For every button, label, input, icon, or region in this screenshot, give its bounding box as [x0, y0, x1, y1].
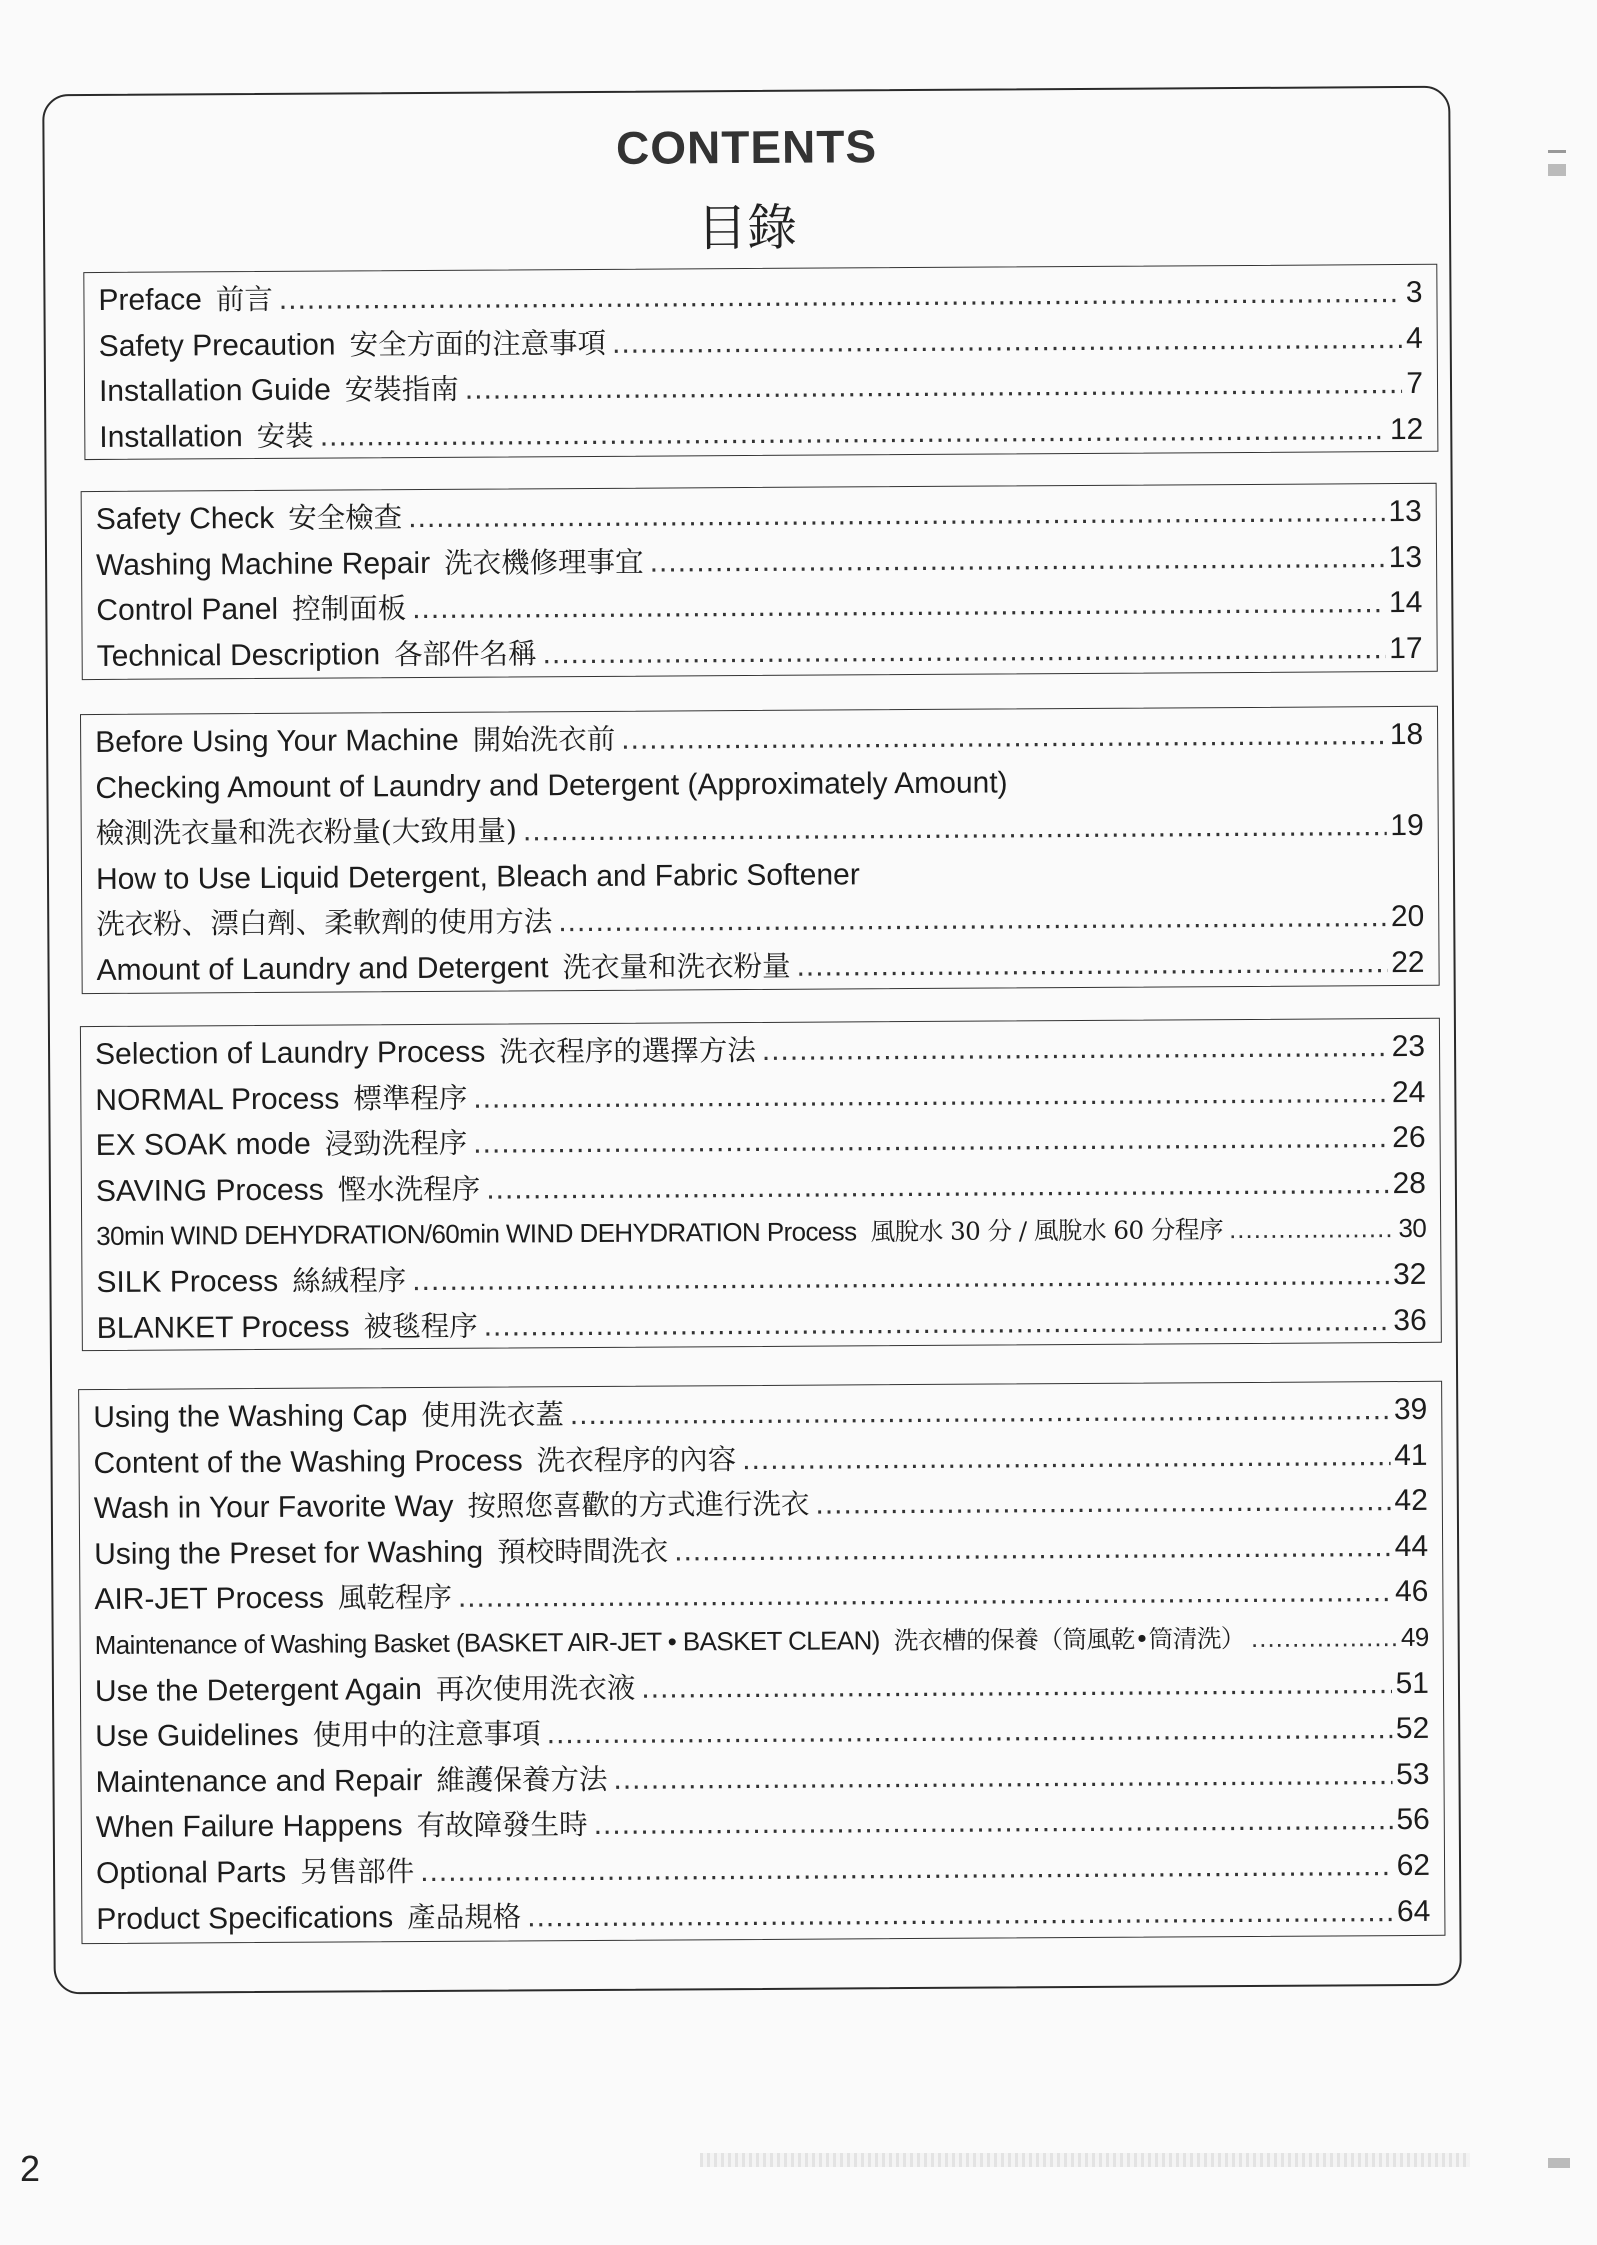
- dot-leader: [484, 1298, 1390, 1349]
- toc-entry-page: 42: [1394, 1484, 1428, 1518]
- toc-entry-page: 19: [1390, 809, 1424, 843]
- toc-entry-title: Maintenance and Repair: [95, 1763, 423, 1799]
- toc-entry-title: 30min WIND DEHYDRATION/60min WIND DEHYDRATION Process: [96, 1216, 857, 1252]
- toc-entry-title-chinese: 標準程序: [353, 1081, 468, 1116]
- toc-section-5: [78, 1381, 1445, 1944]
- toc-entry-page: 14: [1388, 586, 1423, 620]
- toc-entry-title: Installation: [99, 419, 243, 454]
- dot-leader: [674, 1524, 1391, 1574]
- toc-entry-page: 12: [1389, 412, 1424, 446]
- toc-entry-title-chinese: 維護保養方法: [436, 1762, 608, 1797]
- margin-mark: [1548, 164, 1566, 176]
- toc-entry-title: Product Specifications: [96, 1900, 394, 1936]
- toc-entry-title-chinese: 慳水洗程序: [337, 1172, 481, 1207]
- toc-entry-title-chinese: 使用洗衣蓋: [421, 1398, 564, 1433]
- toc-entry-title: Amount of Laundry and Detergent: [96, 951, 549, 987]
- toc-entry-title-chinese: 開始洗衣前: [472, 722, 616, 757]
- toc-entry-title: Washing Machine Repair: [95, 546, 431, 582]
- dot-leader: [570, 1387, 1390, 1438]
- toc-entry-page: 4: [1405, 321, 1423, 355]
- toc-entry-page: 30: [1398, 1213, 1427, 1244]
- toc-entry-title: SAVING Process: [95, 1173, 324, 1208]
- toc-entry-page: 46: [1394, 1575, 1429, 1609]
- toc-entry-page: 22: [1391, 945, 1425, 980]
- toc-entry-title: NORMAL Process: [95, 1082, 340, 1117]
- toc-entry-page: 56: [1396, 1803, 1430, 1837]
- toc-entry-title: Preface: [98, 283, 202, 317]
- toc-entry-title: Wash in Your Favorite Way: [93, 1490, 454, 1526]
- toc-entry-title-chinese: 安裝指南: [344, 372, 459, 407]
- dot-leader: [547, 1706, 1392, 1757]
- toc-entry-title: AIR-JET Process: [94, 1582, 325, 1617]
- toc-entry-page: 44: [1394, 1529, 1429, 1563]
- toc-entry-page: 53: [1396, 1757, 1430, 1791]
- margin-mark: [1548, 2158, 1570, 2168]
- toc-entry: [96, 1888, 1430, 1942]
- toc-entry-title: Safety Precaution: [98, 328, 336, 363]
- toc-entry-title-chinese: 洗衣機修理事宜: [444, 545, 644, 580]
- toc-entry-title-chinese: 被毯程序: [363, 1309, 478, 1343]
- toc-entry-page: 41: [1394, 1438, 1428, 1472]
- dot-leader: [558, 894, 1387, 945]
- toc-entry-title-chinese: 預校時間洗衣: [497, 1534, 669, 1569]
- toc-entry-title-chinese: 安全方面的注意事項: [349, 326, 607, 362]
- toc-entry: [97, 626, 1423, 680]
- dot-leader: [408, 489, 1384, 541]
- toc-entry-page: 39: [1393, 1392, 1428, 1427]
- toc-entry: [94, 1524, 1428, 1578]
- toc-entry-page: 36: [1393, 1303, 1427, 1337]
- toc-entry: [99, 315, 1423, 369]
- toc-entry-title-chinese: 洗衣槽的保養（筒風乾•筒清洗）: [893, 1623, 1246, 1656]
- toc-entry-title: Before Using Your Machine: [95, 723, 459, 760]
- toc-entry: [96, 940, 1424, 994]
- margin-mark: [1548, 150, 1566, 153]
- toc-entry: [94, 1569, 1428, 1623]
- toc-entry: [98, 270, 1422, 324]
- toc-entry-title: When Failure Happens: [95, 1809, 403, 1845]
- toc-entry: [95, 1752, 1429, 1806]
- dot-leader: [465, 361, 1403, 412]
- toc-entry: [99, 407, 1423, 461]
- toc-entry-title: Optional Parts: [95, 1855, 287, 1890]
- toc-entry-title-chinese: 檢測洗衣量和洗衣粉量(大致用量): [95, 814, 518, 851]
- dot-leader: [527, 1889, 1393, 1940]
- toc-entry: [99, 361, 1423, 415]
- toc-entry-title: Maintenance of Washing Basket (BASKET AIR-JET • BASKET CLEAN): [94, 1625, 880, 1660]
- toc-entry: [94, 1478, 1428, 1532]
- toc-entry-title-chinese: 風乾程序: [337, 1581, 453, 1615]
- toc-entry-page: 28: [1392, 1166, 1426, 1200]
- toc-entry-page: 52: [1395, 1712, 1430, 1746]
- toc-entry: [95, 1115, 1425, 1169]
- toc-entry-page: 26: [1392, 1121, 1426, 1155]
- toc-entry-page: 49: [1400, 1621, 1429, 1653]
- toc-entry-title: Installation Guide: [98, 373, 331, 409]
- toc-entry-title-chinese: 產品規格: [407, 1899, 522, 1934]
- toc-entry: [96, 489, 1422, 543]
- toc-entry: [96, 1843, 1430, 1897]
- toc-entry-title-chinese: 有故障發生時: [416, 1808, 588, 1843]
- dot-leader: [523, 803, 1387, 854]
- toc-entry-page: 13: [1388, 494, 1422, 529]
- toc-entry-title-chinese: 風脫水 30 分 / 風脫水 60 分程序: [870, 1215, 1224, 1247]
- toc-entry-title: EX SOAK mode: [95, 1127, 311, 1163]
- toc-section-1: [83, 264, 1438, 460]
- toc-entry-page: 20: [1390, 900, 1425, 934]
- toc-entry: [96, 1252, 1426, 1306]
- dot-leader: [612, 316, 1402, 366]
- toc-entry-title-chinese: 洗衣粉、漂白劑、柔軟劑的使用方法: [96, 905, 553, 942]
- toc-entry-title: Content of the Washing Process: [93, 1444, 523, 1480]
- toc-entry-title-chinese: 浸勁洗程序: [324, 1126, 468, 1161]
- toc-entry-title-chinese: 使用中的注意事項: [312, 1717, 541, 1752]
- toc-entry-page: 18: [1389, 717, 1424, 752]
- contents-title: CONTENTS: [615, 120, 878, 174]
- toc-entry-title-chinese: 另售部件: [300, 1855, 415, 1889]
- toc-entry: [96, 1797, 1430, 1851]
- dot-leader: [621, 712, 1386, 762]
- dot-leader: [412, 1252, 1389, 1304]
- dot-leader: [593, 1797, 1392, 1847]
- dot-leader: [486, 1161, 1389, 1212]
- toc-entry: [96, 1161, 1426, 1215]
- dot-leader: [815, 1478, 1390, 1527]
- toc-section-3: [80, 706, 1440, 994]
- toc-entry-page: 64: [1396, 1894, 1431, 1928]
- toc-entry-page: 51: [1395, 1666, 1430, 1700]
- toc-entry-title: Control Panel: [96, 593, 279, 628]
- contents-frame: [42, 86, 1462, 1995]
- dot-leader: [542, 626, 1385, 677]
- contents-title-chinese: 目錄: [696, 198, 798, 258]
- dot-leader: [613, 1752, 1392, 1802]
- toc-entry: [95, 1660, 1429, 1714]
- toc-entry: [95, 1615, 1429, 1669]
- toc-entry: [96, 803, 1424, 857]
- dot-leader: [412, 580, 1385, 632]
- dot-leader: [762, 1024, 1388, 1073]
- dot-leader: [1251, 1615, 1397, 1661]
- toc-entry-title: Using the Washing Cap: [93, 1399, 408, 1435]
- toc-section-4: [80, 1018, 1442, 1351]
- toc-entry-page: 24: [1391, 1075, 1426, 1109]
- toc-entry-title-chinese: 洗衣程序的選擇方法: [499, 1033, 756, 1069]
- toc-entry-title-chinese: 控制面板: [292, 592, 407, 626]
- toc-entry-title: Safety Check: [95, 501, 275, 536]
- dot-leader: [742, 1433, 1390, 1483]
- toc-entry-title: Use the Detergent Again: [94, 1672, 422, 1708]
- toc-entry-title: BLANKET Process: [96, 1310, 350, 1345]
- toc-entry: [96, 580, 1422, 634]
- toc-entry: [95, 757, 1423, 811]
- toc-entry-title-chinese: 絲絨程序: [292, 1264, 407, 1298]
- toc-entry: [96, 1206, 1426, 1260]
- toc-entry: [93, 1432, 1427, 1486]
- toc-entry-title-chinese: 洗衣程序的內容: [536, 1442, 737, 1477]
- toc-entry-title-chinese: 洗衣量和洗衣粉量: [562, 949, 791, 985]
- toc-entry-title: SILK Process: [96, 1264, 279, 1299]
- toc-entry-title-chinese: 各部件名稱: [394, 637, 537, 671]
- page-number: 2: [20, 2148, 41, 2189]
- toc-entry-title: Checking Amount of Laundry and Detergent (Approximately Amount): [95, 766, 1008, 805]
- dot-leader: [1229, 1206, 1395, 1253]
- toc-entry-page: 13: [1388, 540, 1423, 574]
- toc-entry-title-chinese: 前言: [215, 282, 273, 317]
- dot-leader: [279, 270, 1402, 322]
- toc-entry-title-chinese: 安全檢查: [288, 501, 403, 535]
- toc-entry-title-chinese: 安裝: [256, 419, 314, 453]
- toc-entry-page: 7: [1406, 367, 1424, 401]
- dot-leader: [458, 1569, 1391, 1620]
- dot-leader: [473, 1115, 1388, 1166]
- scan-artifact: [700, 2153, 1470, 2167]
- toc-entry: [96, 849, 1424, 903]
- toc-entry: [95, 1069, 1425, 1123]
- dot-leader: [650, 535, 1385, 585]
- toc-entry-title-chinese: 再次使用洗衣液: [435, 1671, 636, 1706]
- toc-entry-title: Selection of Laundry Process: [94, 1035, 486, 1072]
- toc-entry-title: Use Guidelines: [95, 1718, 299, 1754]
- toc-entry-page: 17: [1389, 631, 1423, 665]
- dot-leader: [320, 407, 1386, 459]
- toc-entry-page: 3: [1405, 275, 1423, 309]
- toc-entry-page: 23: [1391, 1029, 1426, 1064]
- toc-entry: [95, 1024, 1425, 1078]
- toc-section-2: [81, 483, 1438, 680]
- toc-entry-title-chinese: 按照您喜歡的方式進行洗衣: [467, 1487, 810, 1523]
- toc-entry: [97, 1297, 1427, 1351]
- toc-entry: [95, 712, 1423, 766]
- toc-entry: [95, 1706, 1429, 1760]
- toc-entry-page: 62: [1396, 1848, 1431, 1883]
- dot-leader: [796, 940, 1387, 989]
- dot-leader: [641, 1661, 1391, 1711]
- toc-entry-title: How to Use Liquid Detergent, Bleach and Fabric Softener: [95, 858, 860, 896]
- toc-entry: [96, 894, 1424, 948]
- toc-entry-title: Technical Description: [96, 638, 381, 673]
- toc-entry: [93, 1387, 1427, 1441]
- toc-entry-title: Using the Preset for Washing: [94, 1535, 484, 1571]
- dot-leader: [473, 1070, 1388, 1121]
- toc-entry: [96, 534, 1422, 588]
- dot-leader: [420, 1843, 1393, 1895]
- toc-entry-page: 32: [1392, 1257, 1427, 1292]
